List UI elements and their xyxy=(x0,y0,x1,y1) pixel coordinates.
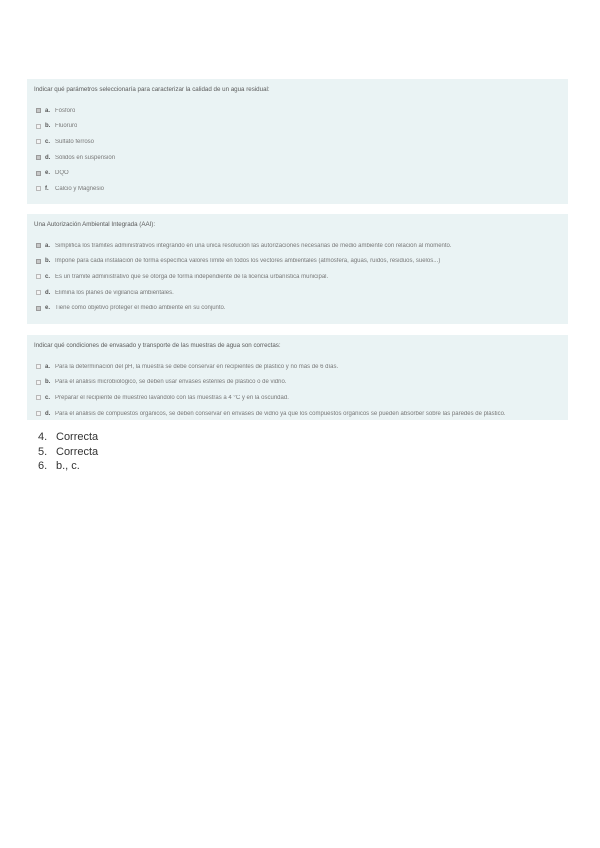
option-row[interactable] xyxy=(33,300,562,316)
checkbox[interactable] xyxy=(36,124,41,129)
option-text: Para el análisis microbiológico, se deben usar envases estériles de plástico o de vidrio. xyxy=(55,379,287,386)
option-row[interactable] xyxy=(33,165,562,181)
option-letter: d. xyxy=(45,154,51,161)
option-row[interactable] xyxy=(33,238,562,254)
option-letter: d. xyxy=(45,289,51,296)
option-letter: c. xyxy=(45,273,51,280)
option-letter: b. xyxy=(45,379,51,386)
option-row[interactable] xyxy=(33,390,562,406)
option-letter: c. xyxy=(45,138,51,145)
answer-number: 5. xyxy=(38,445,48,458)
answer-list xyxy=(38,430,98,474)
option-letter: d. xyxy=(45,410,51,417)
question-text: Indicar qué condiciones de envasado y transporte de las muestras de agua son correctas: xyxy=(34,342,281,349)
option-row[interactable] xyxy=(33,359,562,375)
option-text: Sólidos en suspensión xyxy=(55,154,116,161)
checkbox[interactable] xyxy=(36,259,41,264)
checkbox[interactable] xyxy=(36,380,41,385)
option-row[interactable] xyxy=(33,254,562,270)
question-text: Una Autorización Ambiental Integrada (AAI): xyxy=(34,221,156,228)
option-text: Calcio y Magnesio xyxy=(55,185,105,192)
checkbox[interactable] xyxy=(36,306,41,311)
answer-item xyxy=(38,430,98,445)
answer-text: b., c. xyxy=(56,460,80,472)
answer-item xyxy=(38,445,98,460)
checkbox[interactable] xyxy=(36,411,41,416)
answer-text: Correcta xyxy=(56,445,99,458)
question-card-3 xyxy=(27,335,568,420)
checkbox[interactable] xyxy=(36,139,41,144)
option-text: Es un trámite administrativo que se otorga de forma independiente de la licencia urbanística municipal. xyxy=(55,273,329,280)
checkbox[interactable] xyxy=(36,243,41,248)
option-text: Simplifica los trámites administrativos integrando en una única resolución las autorizaciones necesarias de medio ambiente con relación al momento. xyxy=(55,242,452,249)
option-row[interactable] xyxy=(33,406,562,422)
answer-number: 6. xyxy=(38,460,48,472)
option-letter: a. xyxy=(45,107,51,114)
option-text: Fluoruro xyxy=(55,123,78,130)
option-row[interactable] xyxy=(33,269,562,285)
option-letter: f. xyxy=(45,185,49,192)
option-text: Preparar el recipiente de muestreo lavándolo con las muestras a 4 °C y en la oscuridad. xyxy=(55,394,289,401)
checkbox[interactable] xyxy=(36,108,41,113)
option-row[interactable] xyxy=(33,285,562,301)
option-text: Fósforo xyxy=(55,107,76,114)
answer-text: Correcta xyxy=(56,431,99,443)
option-letter: e. xyxy=(45,305,51,312)
option-text: Elimina los planes de vigilancia ambientales. xyxy=(55,289,174,296)
option-text: Impone para cada instalación de forma específica valores límite en todos los vectores ambientales (atmósfera, aguas, ruidos, residuos, suelos...) xyxy=(55,258,441,265)
option-row[interactable] xyxy=(33,134,562,150)
option-row[interactable] xyxy=(33,375,562,391)
answer-item xyxy=(38,459,98,474)
checkbox[interactable] xyxy=(36,186,41,191)
option-letter: a. xyxy=(45,363,51,370)
option-letter: a. xyxy=(45,242,51,249)
checkbox[interactable] xyxy=(36,274,41,279)
checkbox[interactable] xyxy=(36,395,41,400)
option-text: DQO xyxy=(55,170,69,177)
option-text: Para el análisis de compuestos orgánicos, se deben conservar en envases de vidrio ya que los compuestos orgánicos se pueden absorber sobre las paredes de plástico. xyxy=(55,410,506,417)
option-letter: c. xyxy=(45,394,51,401)
option-row[interactable] xyxy=(33,119,562,135)
option-row[interactable] xyxy=(33,181,562,197)
option-text: Tiene como objetivo proteger el medio ambiente en su conjunto. xyxy=(55,305,226,312)
question-text: Indicar qué parámetros seleccionaría para caracterizar la calidad de un agua residual: xyxy=(34,86,270,93)
checkbox[interactable] xyxy=(36,364,41,369)
option-text: Para la determinación del pH, la muestra se debe conservar en recipientes de plástico y no más de 6 días. xyxy=(55,363,339,370)
question-card-1 xyxy=(27,79,568,204)
option-row[interactable] xyxy=(33,150,562,166)
option-letter: b. xyxy=(45,123,51,130)
option-letter: e. xyxy=(45,170,51,177)
option-text: Sulfato ferroso xyxy=(55,138,95,145)
checkbox[interactable] xyxy=(36,155,41,160)
answer-number: 4. xyxy=(38,431,48,443)
checkbox[interactable] xyxy=(36,290,41,295)
option-row[interactable] xyxy=(33,103,562,119)
option-letter: b. xyxy=(45,258,51,265)
question-card-2 xyxy=(27,214,568,324)
checkbox[interactable] xyxy=(36,171,41,176)
